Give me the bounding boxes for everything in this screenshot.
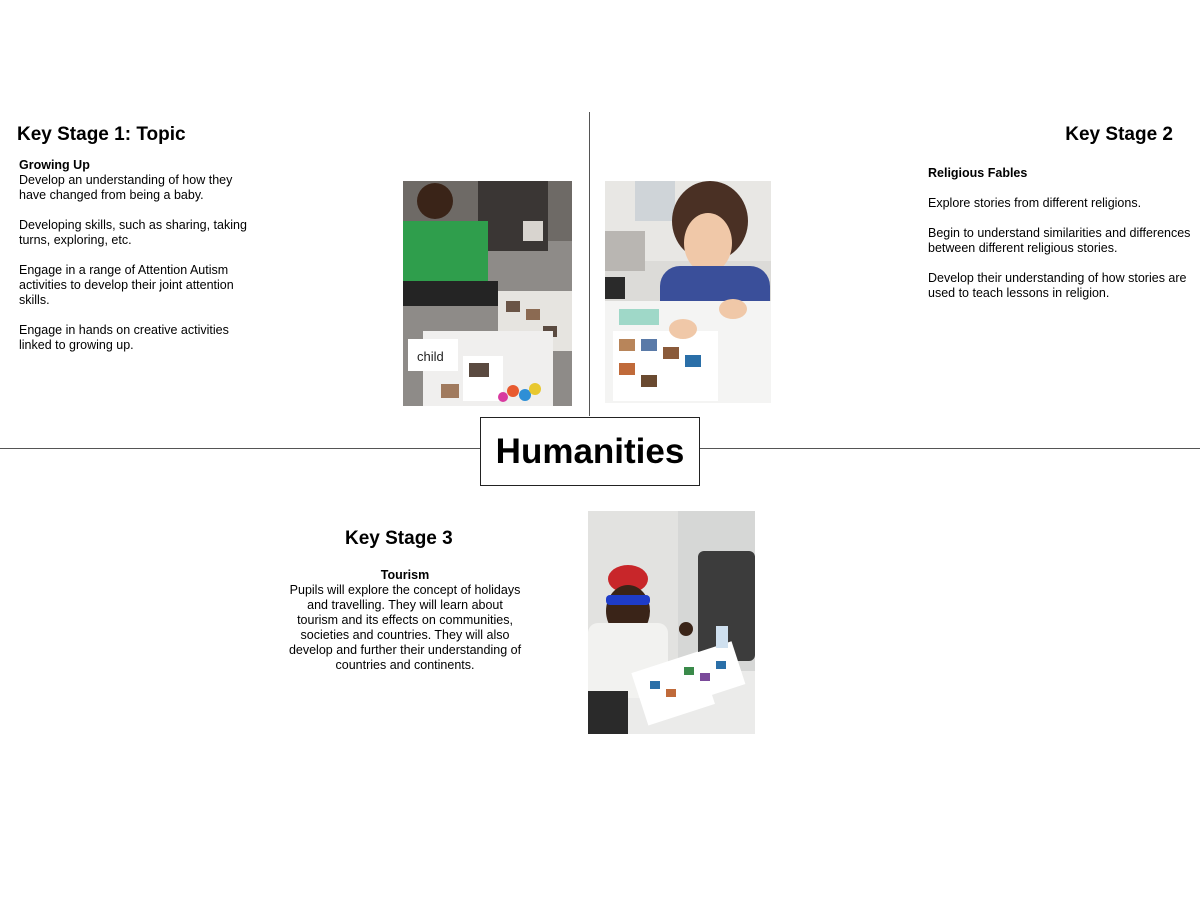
ks3-photo [588, 511, 755, 734]
ks1-paragraph: Develop an understanding of how they have changed from being a baby. [19, 173, 233, 202]
ks1-photo [403, 181, 572, 406]
ks2-photo [605, 181, 771, 403]
ks2-paragraph: Begin to understand similarities and differences between different religious stories. [928, 226, 1191, 255]
ks2-paragraph: Develop their understanding of how stories are used to teach lessons in religion. [928, 271, 1187, 300]
ks1-heading: Key Stage 1: Topic [17, 124, 186, 145]
humanities-title-box: Humanities [480, 417, 700, 486]
ks1-text [19, 158, 249, 368]
ks1-paragraph: Engage in hands on creative activities linked to growing up. [19, 323, 229, 352]
ks3-paragraph: Pupils will explore the concept of holidays and travelling. They will learn about tourism and its effects on communities, societies and countries. They will also develop and further their understanding of countries and continents. [288, 583, 522, 672]
photo-word-card: child [417, 349, 444, 364]
ks3-heading: Key Stage 3 [345, 528, 453, 549]
vertical-divider [589, 112, 590, 416]
ks3-text [285, 568, 525, 688]
ks1-subheading: Growing Up [19, 158, 90, 172]
ks1-paragraph: Engage in a range of Attention Autism activities to develop their joint attention skills. [19, 263, 234, 307]
ks3-subheading: Tourism [380, 568, 430, 582]
ks1-paragraph: Developing skills, such as sharing, taking turns, exploring, etc. [19, 218, 247, 247]
ks2-heading: Key Stage 2 [1065, 124, 1173, 145]
ks2-subheading: Religious Fables [928, 166, 1028, 180]
ks2-paragraph: Explore stories from different religions. [928, 196, 1142, 210]
ks2-text [928, 166, 1198, 316]
